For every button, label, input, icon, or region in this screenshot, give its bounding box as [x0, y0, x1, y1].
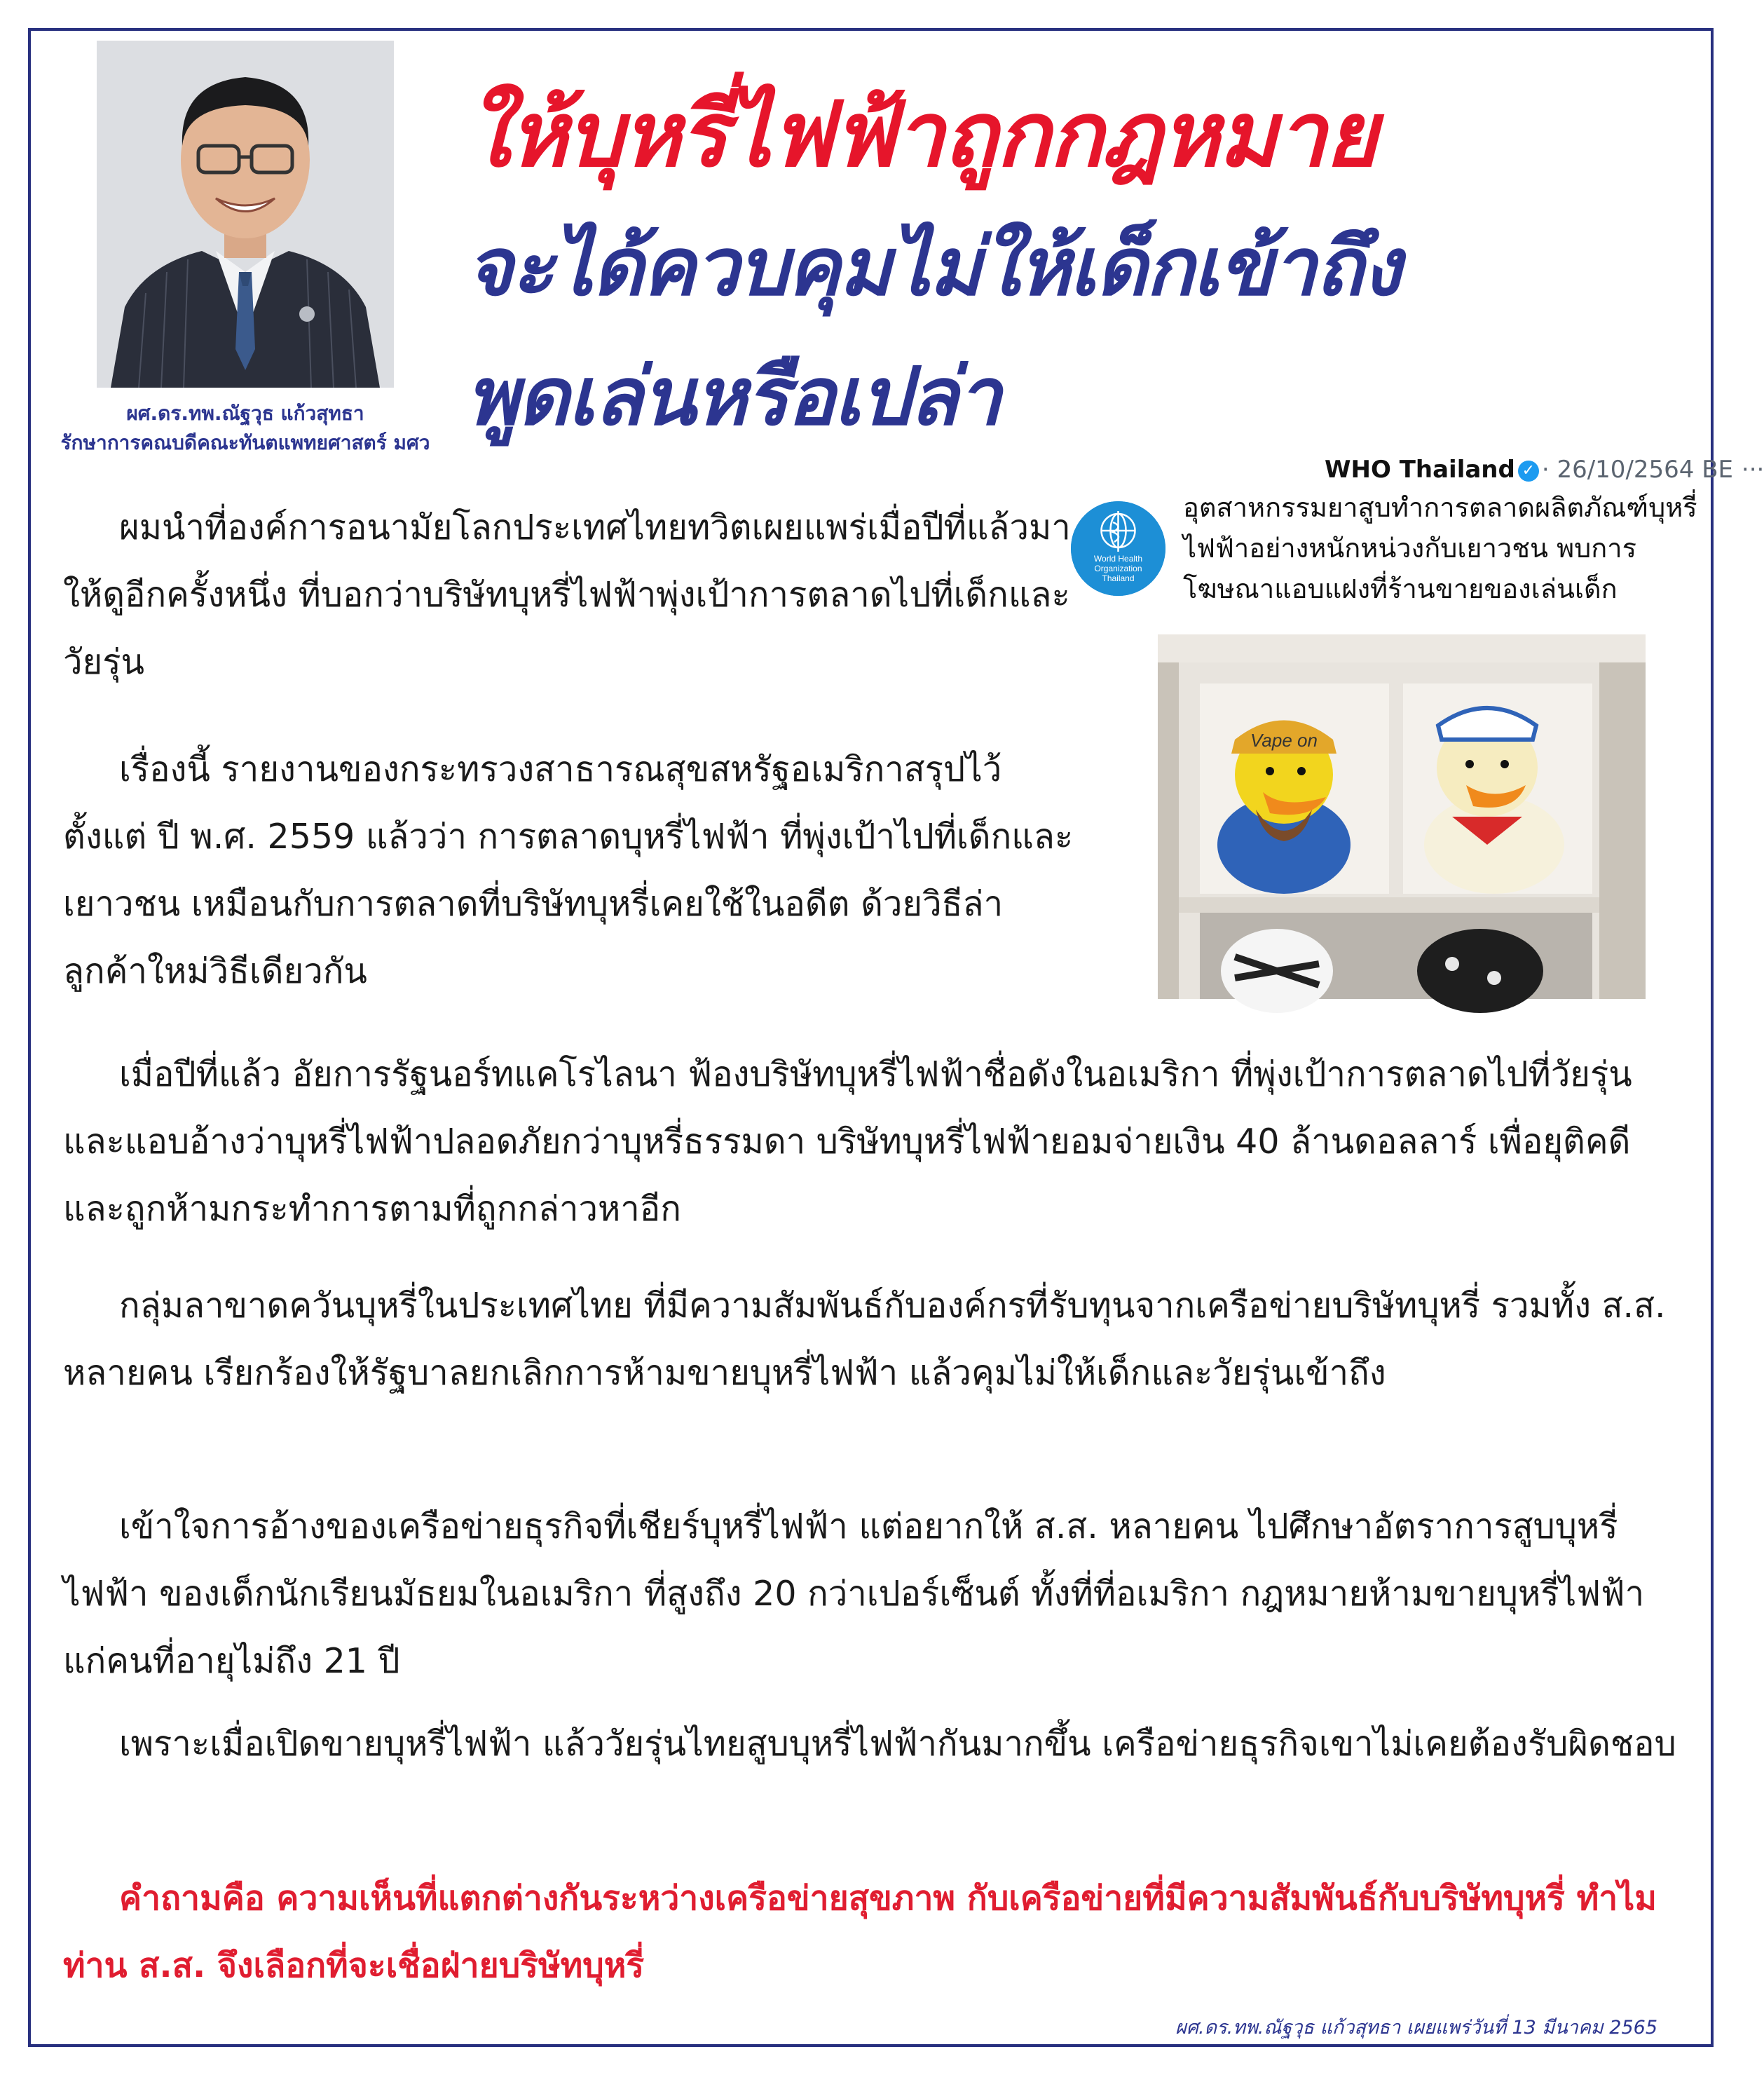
duck-cap-text: Vape on — [1250, 730, 1318, 751]
author-name: ผศ.ดร.ทพ.ณัฐวุธ แก้วสุทธา — [126, 402, 364, 425]
paragraph-4: กลุ่มลาขาดควันบุหรี่ในประเทศไทย ที่มีความสัมพันธ์กับองค์กรที่รับทุนจากเครือข่ายบริษัทบุหรี่ รวมทั้ง ส.ส. หลายคน เรียกร้องให้รัฐบาลยกเลิกการห้ามขายบุหรี่ไฟฟ้า แล้วคุมไม่ให้เด็กและวัยรุ่นเข้าถึง — [63, 1286, 1666, 1393]
verified-badge-icon: ✓ — [1518, 461, 1539, 482]
paragraph-3: เมื่อปีที่แล้ว อัยการรัฐนอร์ทแคโรไลนา ฟ้องบริษัทบุหรี่ไฟฟ้าชื่อดังในอเมริกา ที่พุ่งเป้าการตลาดไปที่วัยรุ่น และแอบอ้างว่าบุหรี่ไฟฟ้าปลอดภัยกว่าบุหรี่ธรรมดา บริษัทบุหรี่ไฟฟ้ายอมจ่ายเงิน 40 ล้านดอลลาร์ เพื่อยุติคดีและถูกห้ามกระทำการตามที่ถูกกล่าวหาอีก — [63, 1054, 1632, 1229]
paragraph-2: เรื่องนี้ รายงานของกระทรวงสาธารณสุขสหรัฐอเมริกาสรุปไว้ตั้งแต่ ปี พ.ศ. 2559 แล้วว่า การตลาดบุหรี่ไฟฟ้า ที่พุ่งเป้าไปที่เด็กและเยาวชน เหมือนกับการตลาดที่บริษัทบุหรี่เคยใช้ในอดีต ด้วยวิธีล่าลูกค้าใหม่วิธีเดียวกัน — [63, 749, 1074, 991]
paragraph-1: ผมนำที่องค์การอนามัยโลกประเทศไทยทวิตเผยแพร่เมื่อปีที่แล้วมาให้ดูอีกครั้งหนึ่ง ที่บอกว่าบริษัทบุหรี่ไฟฟ้าพุ่งเป้าการตลาดไปที่เด็กและวัยรุ่น — [63, 508, 1071, 682]
paragraph-6: เพราะเมื่อเปิดขายบุหรี่ไฟฟ้า แล้ววัยรุ่นไทยสูบบุหรี่ไฟฟ้ากันมากขึ้น เครือข่ายธุรกิจเขาไม่เคยต้องรับผิดชอบ — [119, 1724, 1676, 1764]
who-logo-line3: Thailand — [1102, 573, 1135, 583]
who-emblem-icon[interactable] — [1071, 501, 1165, 596]
author-portrait — [97, 41, 394, 388]
tweet-date[interactable]: · 26/10/2564 BE — [1541, 456, 1734, 484]
tweet-header — [1325, 456, 1764, 484]
who-logo-line1: World Health — [1093, 554, 1143, 564]
tweet-text: อุตสาหกรรมยาสูบทำการตลาดผลิตภัณฑ์บุหรี่ไฟฟ้าอย่างหนักหน่วงกับเยาวชน พบการโฆษณาแอบแฝงที่ร้านขายของเล่นเด็ก — [1183, 492, 1697, 604]
tweet-more-icon[interactable]: ··· — [1741, 456, 1764, 484]
headline-line1: ให้บุหรี่ไฟฟ้าถูกกฎหมาย — [466, 83, 1376, 187]
tweet-account[interactable]: WHO Thailand — [1325, 456, 1515, 484]
paragraph-5: เข้าใจการอ้างของเครือข่ายธุรกิจที่เชียร์บุหรี่ไฟฟ้า แต่อยากให้ ส.ส. หลายคน ไปศึกษาอัตราการสูบบุหรี่ไฟฟ้า ของเด็กนักเรียนมัธยมในอเมริกา ที่สูงถึง 20 กว่าเปอร์เซ็นต์ ทั้งที่ที่อเมริกา กฎหมายห้ามขายบุหรี่ไฟฟ้าแก่คนที่อายุไม่ถึง 21 ปี — [63, 1506, 1645, 1681]
footer-credit: ผศ.ดร.ทพ.ณัฐวุธ แก้วสุทธา เผยแพร่วันที่ 13 มีนาคม 2565 — [1175, 2017, 1657, 2039]
who-logo-line2: Organization — [1094, 564, 1142, 573]
headline-line2: จะได้ควบคุมไม่ให้เด็กเข้าถึง — [466, 220, 1400, 313]
author-title: รักษาการคณบดีคณะทันตแพทยศาสตร์ มศว — [60, 431, 430, 454]
person-portrait-icon — [97, 41, 394, 388]
rubber-duck-photo[interactable] — [1158, 634, 1646, 999]
question-paragraph: คำถามคือ ความเห็นที่แตกต่างกันระหว่างเครือข่ายสุขภาพ กับเครือข่ายที่มีความสัมพันธ์กับบริษัทบุหรี่ ทำไมท่าน ส.ส. จึงเลือกที่จะเชื่อฝ่ายบริษัทบุหรี่ — [63, 1879, 1657, 1985]
headline-line3: พูดเล่นหรือเปล่า — [466, 350, 1000, 443]
